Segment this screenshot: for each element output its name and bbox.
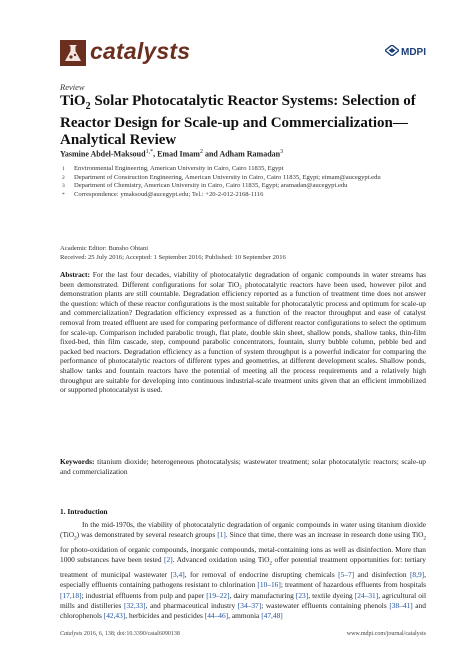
citation-link[interactable]: [44–46]: [204, 611, 229, 621]
author-name: Yasmine Abdel-Maksoud: [60, 149, 146, 159]
citation-link[interactable]: [2]: [164, 555, 173, 565]
author-name: Adham Ramadan: [219, 149, 281, 159]
keywords: [60, 457, 426, 476]
keywords-text: titanium dioxide; heterogeneous photocatalysis; wastewater treatment; solar photocatalytic reactors; scale-up and commercialization: [60, 457, 426, 476]
citation-link[interactable]: [3,4]: [170, 570, 185, 580]
abstract: [60, 270, 426, 395]
journal-name: catalysts: [90, 38, 191, 64]
citation-link[interactable]: [34–37]: [237, 601, 262, 611]
publication-dates: Received: 25 July 2016; Accepted: 1 September 2016; Published: 10 September 2016: [60, 254, 286, 261]
mdpi-icon: [385, 45, 399, 56]
author-list: Yasmine Abdel-Maksoud$^{1,*}$, Emad Imam$^2$ and Adham Ramadan$^3$: [60, 149, 284, 159]
citation-link[interactable]: [5–7]: [338, 570, 355, 580]
paper-title: TiO$_2$ Solar Photocatalytic Reactor Systems: Selection of Reactor Design for Scale-up and Commercialization—Analytical Review: [60, 93, 416, 148]
citation-link[interactable]: [32,33]: [124, 601, 146, 611]
affiliation-item: 3 Department of Chemistry, American University in Cairo, Cairo 11835, Egypt; aramadan@aucegypt.edu: [62, 182, 348, 190]
journal-header: [60, 36, 426, 70]
flask-icon: [60, 40, 86, 66]
citation-link[interactable]: [10–16]: [257, 580, 281, 590]
author-name: Emad Imam: [157, 149, 200, 159]
journal-url-link[interactable]: www.mdpi.com/journal/catalysts: [346, 631, 426, 637]
citation-info: Catalysts 2016, 6, 138; doi:10.3390/catal6090138: [60, 631, 180, 637]
affiliation-item: 1 Environmental Engineering, American University in Cairo, Cairo 11835, Egypt: [62, 165, 284, 172]
affiliations: [60, 165, 426, 199]
citation-link[interactable]: [47,48]: [261, 611, 283, 621]
publisher-logo: [385, 45, 426, 58]
academic-editor: Academic Editor: Bunsho Ohtani: [60, 245, 149, 252]
citation-link[interactable]: [1]: [217, 530, 226, 540]
citation-link[interactable]: [19–22]: [206, 590, 230, 600]
article-type: Review: [60, 82, 85, 92]
publisher-name: MDPI: [401, 47, 426, 58]
citation-link[interactable]: [23]: [295, 590, 309, 600]
citation-link[interactable]: [24–31]: [354, 590, 379, 600]
abstract-label: Abstract:: [60, 270, 90, 279]
keywords-label: Keywords:: [60, 457, 95, 466]
abstract-text: For the last four decades, viability of photocatalytic degradation of organic compounds in water streams has been demonstrated. Different configurations for solar TiO₂ photocatalytic reactors have been used, however pilot and demonstration plants are still countable. Degradation efficiency reported as a function of treatment time does not answer the question: which of these reactor configurations is the most suitable for photocatalytic process and optimum for scale-up and commercialization? Degradation efficiency expressed as a function of the reactor throughput and ease of catalyst removal from treated effluent are used for comparing performance of different reactor configurations to select the optimum for scale-up. Comparison included parabolic trough, flat plate, double skin sheet, shallow ponds, shallow tanks, thin-film fixed-bed, thin film cascade, step, compound parabolic concentrators, fountain, slurry bubble column, pebble bed and packed bed reactors. Degradation efficiency as a function of system throughput is a powerful indicator for comparing the performance of photocatalytic reactors of different types and geometries, at different development scales. Shallow ponds, shallow tanks and fountain reactors have the potential of meeting all the process requirements and a relatively high throughput are suitable for developing into continuous industrial-scale treatment units given that an efficient immobilized or supported photocatalyst is used.: [60, 270, 426, 395]
citation-link[interactable]: [42,43]: [103, 611, 126, 621]
article-meta: [60, 244, 426, 262]
correspondence: * Correspondence: ymaksoud@aucegypt.edu; Tel.: +20-2-012-2168-1116: [62, 190, 264, 198]
citation-link[interactable]: [8,9]: [409, 570, 425, 580]
introduction-body: In the mid-1970s, the viability of photocatalytic degradation of organic compounds in water using titanium dioxide (TiO$_2$) was demonstrated by several research groups [1]. Since that time, there was an increase in research done using TiO$_2$ for photo-oxidation of organic compounds, inorganic compounds, metal-containing ions as well as disinfection. More than 1000 substances have been tested [2]. Advanced oxidation using TiO$_2$ offer potential treatment opportunities for: tertiary treatment of municipal wastewater [3,4], for removal of endocrine disrupting chemicals [5–7] and disinfection [8,9], especially effluents containing pathogens resistant to chlorination [10–16]; treatment of hazardous effluents from hospitals [17,18]; industrial effluents from pulp and paper [19–22], dairy manufacturing [23], textile dyeing [24–31], agricultural oil mills and distilleries [32,33], and pharmaceutical industry [34–37]; wastewater effluents containing phenols [38–41] and chlorophenols [42,43], herbicides and pesticides [44–46], ammonia [47,48]: [60, 520, 427, 621]
citation-link[interactable]: [17,18]: [60, 590, 82, 600]
section-heading: 1. Introduction: [60, 507, 108, 516]
affiliation-item: 2 Department of Construction Engineering, American University in Cairo, Cairo 11835, Egypt; eimam@aucegypt.edu: [62, 173, 381, 181]
citation-link[interactable]: [38–41]: [389, 601, 413, 611]
